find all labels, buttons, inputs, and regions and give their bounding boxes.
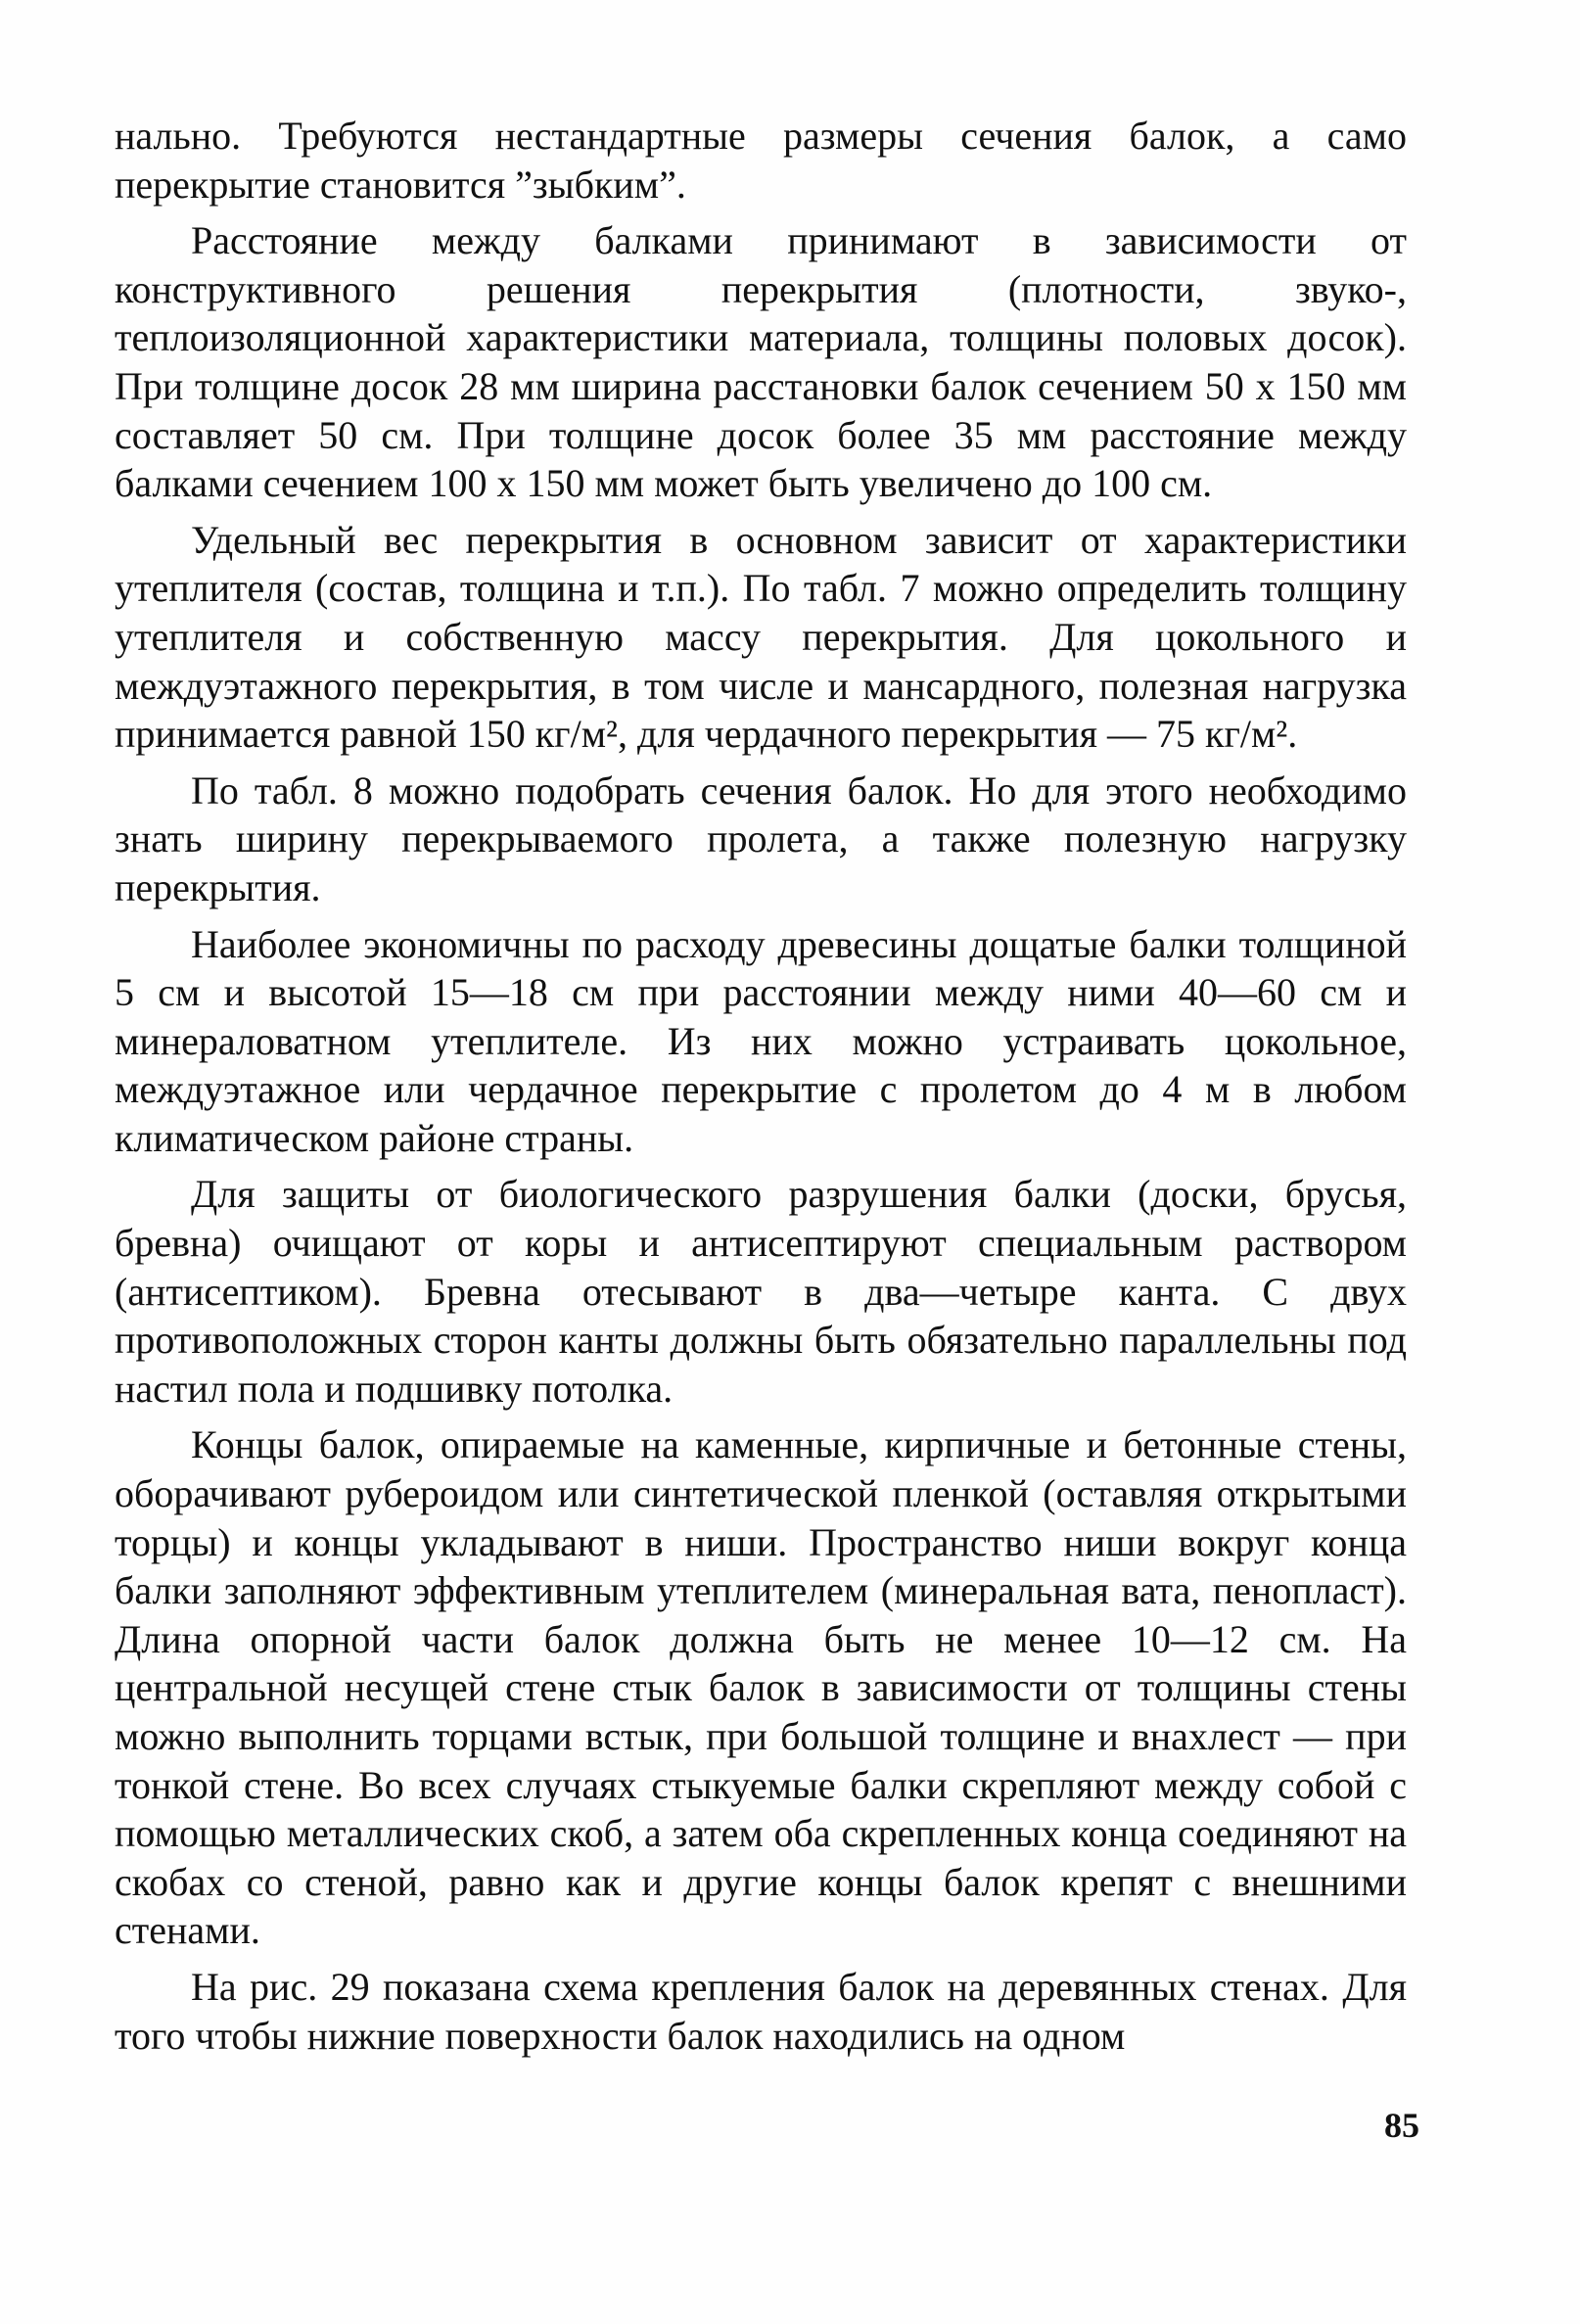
paragraph-economical-beams: Наиболее экономичны по расходу древесины дощатые балки толщиной 5 см и высотой 15—18 см при расстоянии между ними 40—60 см и минераловатном утеплителе. Из них можно устраивать цокольное, междуэтажное или чердачное перекрытие с пролетом до 4 м в любом климатическом районе страны.: [115, 921, 1407, 1160]
paragraph-floor-weight: Удельный вес перекрытия в основном зависит от характеристики утеплителя (состав, толщина и т.п.). По табл. 7 можно определить толщину утеплителя и собственную массу перекрытия. Для цокольного и междуэтажного перекрытия, в том числе и мансардного, полезная нагрузка принимается равной 150 кг/м², для чердачного перекрытия — 75 кг/м².: [115, 517, 1407, 757]
paragraph-biological-protection: Для защиты от биологического разрушения балки (доски, брусья, бревна) очищают от коры и антисептируют специальным раствором (антисептиком). Бревна отесывают в два—четыре канта. С двух противоположных сторон канты должны быть обязательно параллельны под настил пола и подшивку потолка.: [115, 1172, 1407, 1411]
body-text: [115, 112, 1407, 2068]
paragraph-beam-ends: Концы балок, опираемые на каменные, кирпичные и бетонные стены, оборачивают рубероидом или синтетической пленкой (оставляя открытыми торцы) и концы укладывают в ниши. Пространство ниши вокруг конца балки заполняют эффективным утеплителем (минеральная вата, пенопласт). Длина опорной части балок должна быть не менее 10—12 см. На центральной несущей стене стык балок в зависимости от толщины стены можно выполнить торцами встык, при большой толщине и внахлест — при тонкой стене. Во всех случаях стыкуемые балки скрепляют между собой с помощью металлических скоб, а затем оба скрепленных конца соединяют на скобах со стеной, равно как и другие концы балок крепят с внешними стенами.: [115, 1422, 1407, 1953]
page-number: 85: [1384, 2106, 1419, 2145]
paragraph-beam-spacing: Расстояние между балками принимают в зависимости от конструктивного решения перекрытия (плотности, звуко-, теплоизоляционной характеристики материала, толщины половых досок). При толщине досок 28 мм ширина расстановки балок сечением 50 х 150 мм составляет 50 см. При толщине досок более 35 мм расстояние между балками сечением 100 х 150 мм может быть увеличено до 100 см.: [115, 218, 1407, 506]
paragraph-figure-reference: На рис. 29 показана схема крепления балок на деревянных стенах. Для того чтобы нижние поверхности балок находились на одном: [115, 1964, 1407, 2058]
paragraph-beam-section: По табл. 8 можно подобрать сечения балок. Но для этого необходимо знать ширину перекрываемого пролета, а также полезную нагрузку перекрытия.: [115, 767, 1407, 909]
paragraph-continuation: нально. Требуются нестандартные размеры сечения балок, а само перекрытие становится ”зыбким”.: [115, 114, 1407, 207]
